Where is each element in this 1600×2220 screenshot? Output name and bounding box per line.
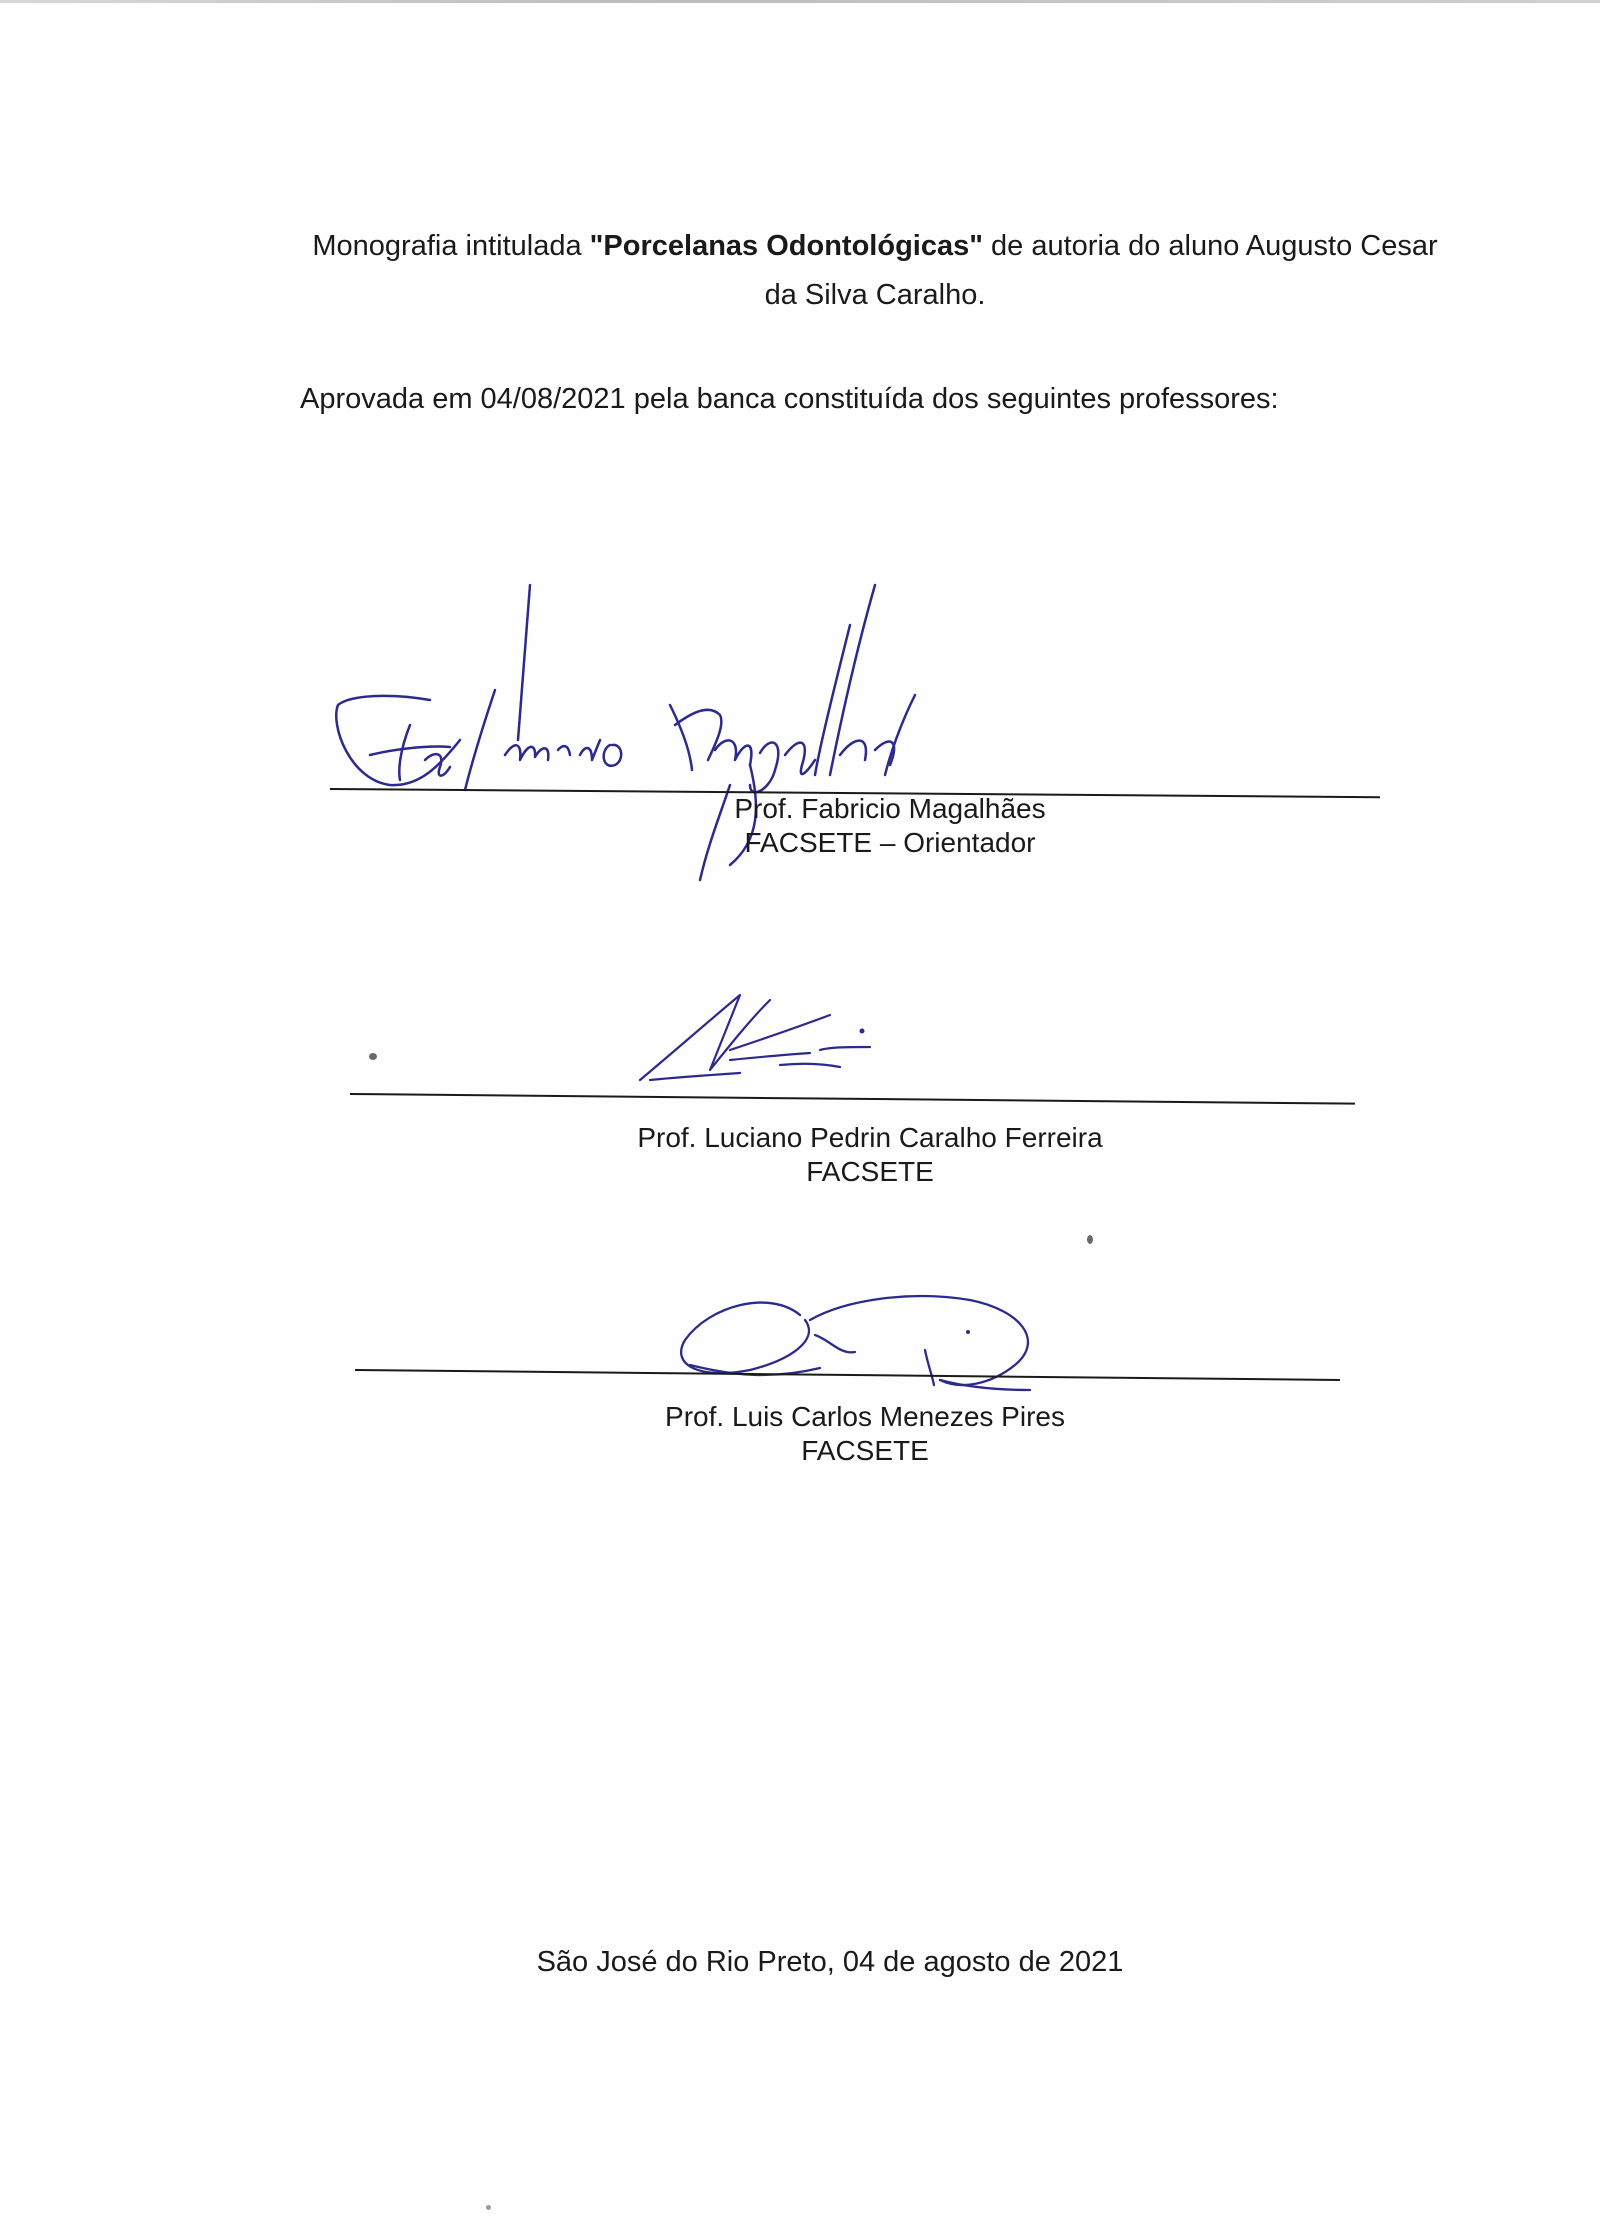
intro-paragraph — [300, 222, 1450, 320]
examiner-2-role: FACSETE — [806, 1156, 934, 1187]
monograph-title: "Porcelanas Odontológicas" — [589, 230, 983, 262]
signature-examiner-3 — [670, 1280, 1050, 1400]
intro-suffix: de autoria do aluno Augusto Cesar da Silva Caralho. — [764, 230, 1438, 311]
place-date: São José do Rio Preto, 04 de agosto de 2021 — [536, 1946, 1124, 1978]
examiner-3-role: FACSETE — [801, 1435, 929, 1466]
signature-caption-examiner-1 — [640, 792, 1140, 860]
approval-statement: Aprovada em 04/08/2021 pela banca constituída dos seguintes professores: — [300, 383, 1279, 415]
examiner-1-name: Prof. Fabricio Magalhães — [734, 793, 1046, 824]
signature-caption-examiner-2 — [570, 1121, 1170, 1189]
examiner-1-role: FACSETE – Orientador — [744, 827, 1036, 858]
signature-line-examiner-2 — [350, 1093, 1355, 1105]
signature-examiner-2 — [630, 985, 950, 1085]
scan-edge — [0, 0, 1600, 3]
examiner-2-name: Prof. Luciano Pedrin Caralho Ferreira — [637, 1122, 1103, 1153]
signature-caption-examiner-3 — [590, 1400, 1140, 1468]
scan-speck — [369, 1053, 377, 1060]
examiner-3-name: Prof. Luis Carlos Menezes Pires — [665, 1401, 1065, 1432]
intro-prefix: Monografia intitulada — [312, 230, 590, 262]
scan-speck — [486, 2205, 491, 2210]
scan-speck — [1087, 1235, 1093, 1244]
